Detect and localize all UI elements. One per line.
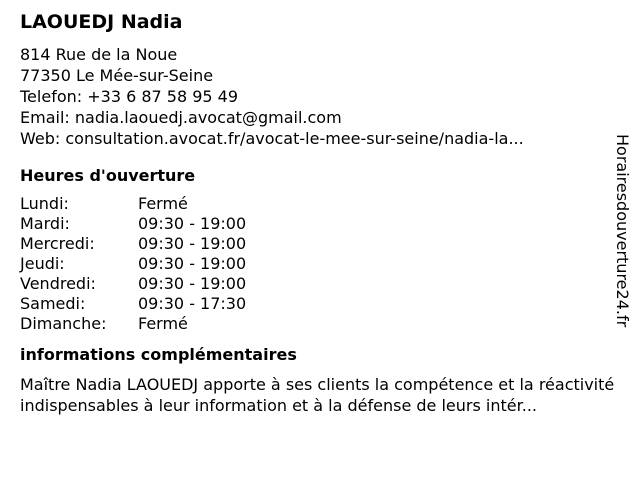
site-watermark: Horairesdouverture24.fr [613,134,632,328]
time-value: 09:30 - 19:00 [138,274,247,293]
day-label: Dimanche: [20,314,107,333]
time-value: Fermé [138,314,188,333]
website-url: Web: consultation.avocat.fr/avocat-le-mee-sur-seine/nadia-la... [20,129,524,148]
time-value: 09:30 - 19:00 [138,214,247,233]
info-description: Maître Nadia LAOUEDJ apporte à ses clients la compétence et la réactivité indispensables à leur information et à la défense de leurs intér... [20,375,615,415]
phone-number: Telefon: +33 6 87 58 95 49 [20,87,239,106]
hours-row-thursday [20,254,620,274]
hours-row-wednesday [20,234,620,254]
day-label: Samedi: [20,294,86,313]
email-address: Email: nadia.laouedj.avocat@gmail.com [20,108,342,127]
address-street: 814 Rue de la Noue [20,45,178,64]
day-label: Mardi: [20,214,70,233]
contact-block [20,44,620,149]
address-city: 77350 Le Mée-sur-Seine [20,66,214,85]
hours-row-saturday [20,294,620,314]
hours-row-friday [20,274,620,294]
time-value: 09:30 - 19:00 [138,254,247,273]
day-label: Lundi: [20,194,69,213]
day-label: Vendredi: [20,274,96,293]
hours-row-sunday [20,314,620,334]
time-value: Fermé [138,194,188,213]
day-label: Jeudi: [20,254,65,273]
hours-row-monday [20,194,620,214]
time-value: 09:30 - 17:30 [138,294,247,313]
opening-hours-table [20,194,620,334]
time-value: 09:30 - 19:00 [138,234,247,253]
info-heading: informations complémentaires [20,345,297,364]
hours-heading: Heures d'ouverture [20,166,196,185]
hours-row-tuesday [20,214,620,234]
day-label: Mercredi: [20,234,95,253]
business-name: LAOUEDJ Nadia [20,11,183,33]
business-card [20,8,620,416]
